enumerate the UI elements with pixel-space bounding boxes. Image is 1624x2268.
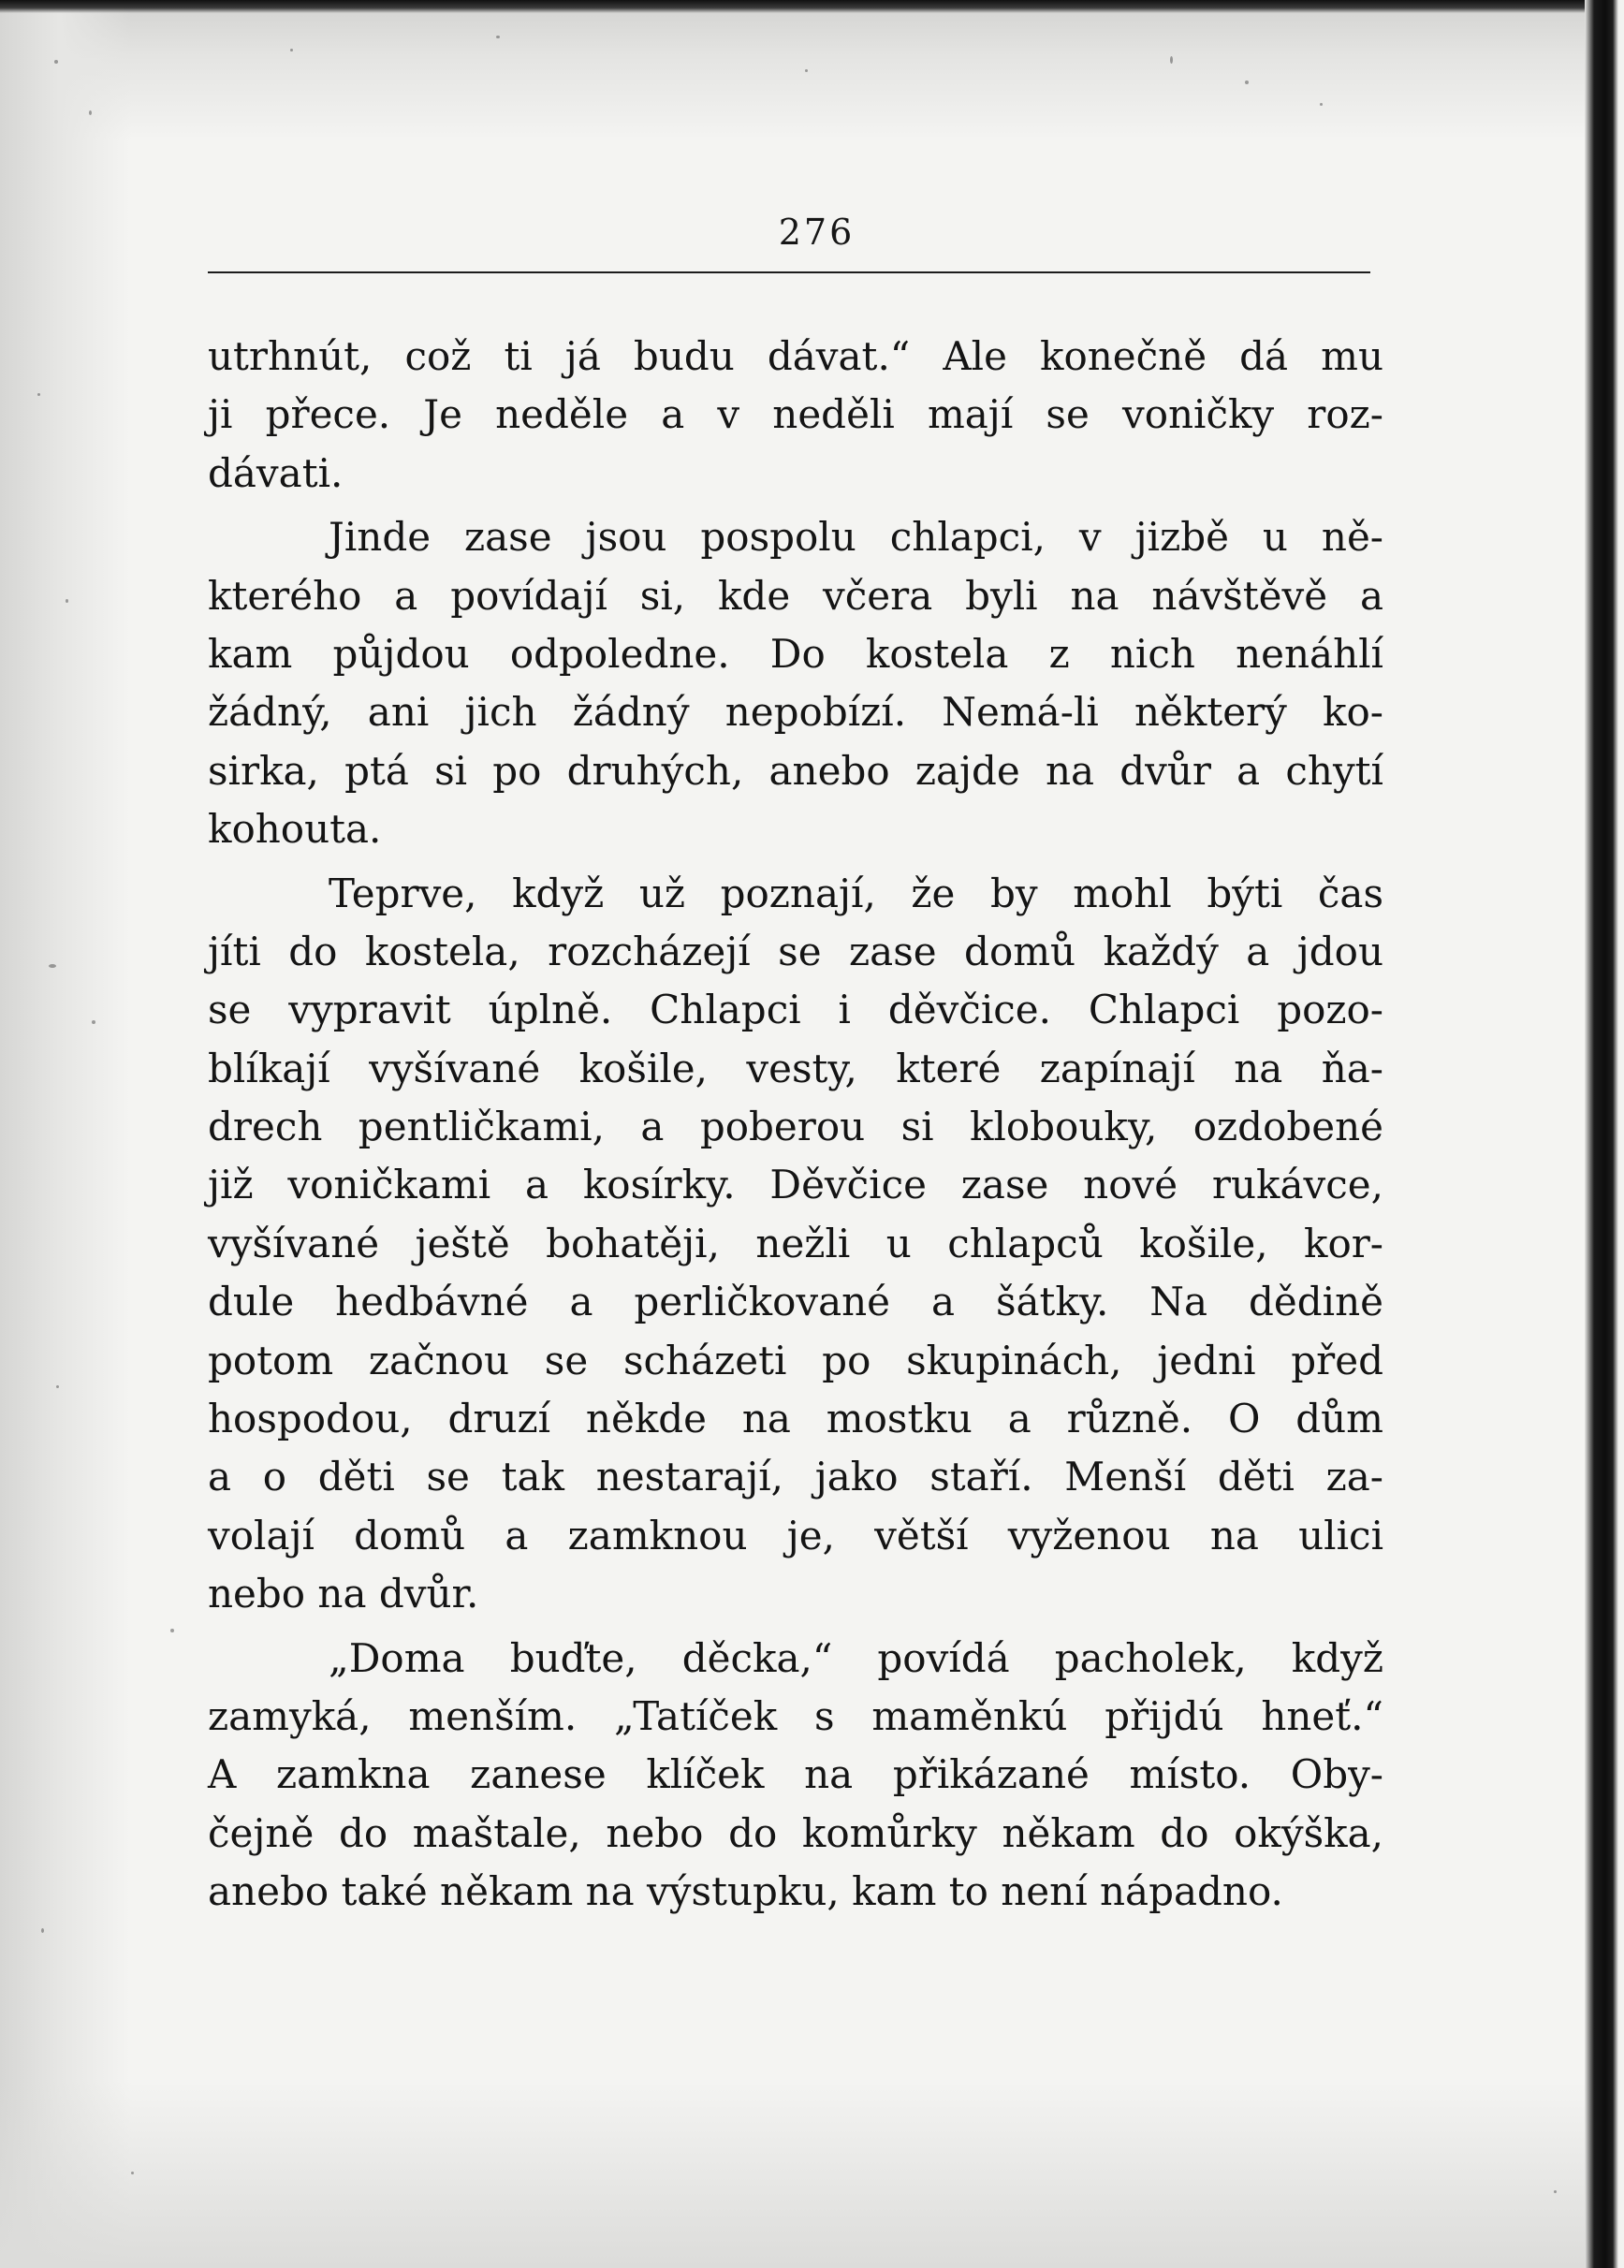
text-line: vyšívané ještě bohatěji, nežli u chlapců košile, kor-: [208, 1220, 1383, 1266]
scan-speck: [41, 1928, 44, 1933]
text-line: již voničkami a kosírky. Děvčice zase nové rukávce,: [208, 1162, 1383, 1208]
scan-speck: [37, 393, 40, 396]
text-line: Teprve, když už poznají, že by mohl býti čas: [329, 870, 1383, 916]
text-line: kam půjdou odpoledne. Do kostela z nich nenáhlí: [208, 630, 1383, 677]
scan-speck: [805, 69, 808, 72]
scan-speck: [49, 964, 56, 968]
text-line: volají domů a zamknou je, větší vyženou na ulici: [208, 1512, 1383, 1558]
binding-edge: [1585, 0, 1624, 2268]
text-line: A zamkna zanese klíček na přikázané místo. Oby-: [208, 1751, 1383, 1798]
text-line: sirka, ptá si po druhých, anebo zajde na dvůr a chytí: [208, 747, 1383, 794]
text-line: jíti do kostela, rozcházejí se zase domů každý a jdou: [208, 928, 1383, 974]
text-line: žádný, ani jich žádný nepobízí. Nemá-li některý ko-: [208, 689, 1383, 736]
text-line: utrhnút, což ti já budu dávat.“ Ale konečně dá mu: [208, 333, 1383, 379]
scan-speck: [290, 49, 293, 51]
header-rule: [208, 271, 1370, 273]
body-text: [208, 328, 1383, 1922]
text-line: nebo na dvůr.: [208, 1571, 479, 1617]
scan-shading-bottom: [0, 2081, 1624, 2268]
text-line: ji přece. Je neděle a v neděli mají se voničky roz-: [208, 391, 1383, 438]
scan-speck: [1554, 2190, 1557, 2193]
scan-speck: [1170, 56, 1173, 64]
scan-speck: [1320, 103, 1323, 106]
text-line: blíkají vyšívané košile, vesty, které zapínají na ňa-: [208, 1045, 1383, 1091]
text-line: dávati.: [208, 449, 344, 496]
scan-speck: [1245, 80, 1249, 84]
text-line: anebo také někam na výstupku, kam to není nápadno.: [208, 1868, 1283, 1915]
text-line: a o děti se tak nestarají, jako staří. Menší děti za-: [208, 1454, 1383, 1500]
text-line: potom začnou se scházeti po skupinách, jedni před: [208, 1337, 1383, 1383]
text-line: „Doma buďte, děcka,“ povídá pacholek, když: [329, 1634, 1383, 1681]
scan-speck: [54, 60, 58, 64]
text-line: hospodou, druzí někde na mostku a různě. O dům: [208, 1396, 1383, 1442]
scan-speck: [89, 110, 92, 115]
page-number: 276: [778, 212, 856, 253]
scan-speck: [92, 1020, 95, 1024]
scan-speck: [56, 1385, 59, 1388]
scan-border-top: [0, 0, 1624, 13]
scan-speck: [66, 599, 68, 603]
text-line: drech pentličkami, a poberou si klobouky, ozdobené: [208, 1104, 1383, 1150]
scan-shading-left: [0, 0, 131, 2268]
scan-shading-top: [0, 0, 1624, 140]
text-line: zamyká, menším. „Tatíček s maměnkú přijdú hneť.“: [208, 1692, 1383, 1739]
text-line: se vypravit úplně. Chlapci i děvčice. Chlapci pozo-: [208, 987, 1383, 1033]
scan-speck: [131, 2172, 134, 2174]
scan-speck: [170, 1629, 174, 1632]
text-line: dule hedbávné a perličkované a šátky. Na dědině: [208, 1279, 1383, 1325]
text-line: čejně do maštale, nebo do komůrky někam do okýška,: [208, 1809, 1383, 1856]
scan-speck: [496, 36, 500, 38]
text-line: kterého a povídají si, kde včera byli na návštěvě a: [208, 572, 1383, 619]
text-line: kohouta.: [208, 806, 382, 853]
text-line: Jinde zase jsou pospolu chlapci, v jizbě u ně-: [329, 514, 1383, 561]
